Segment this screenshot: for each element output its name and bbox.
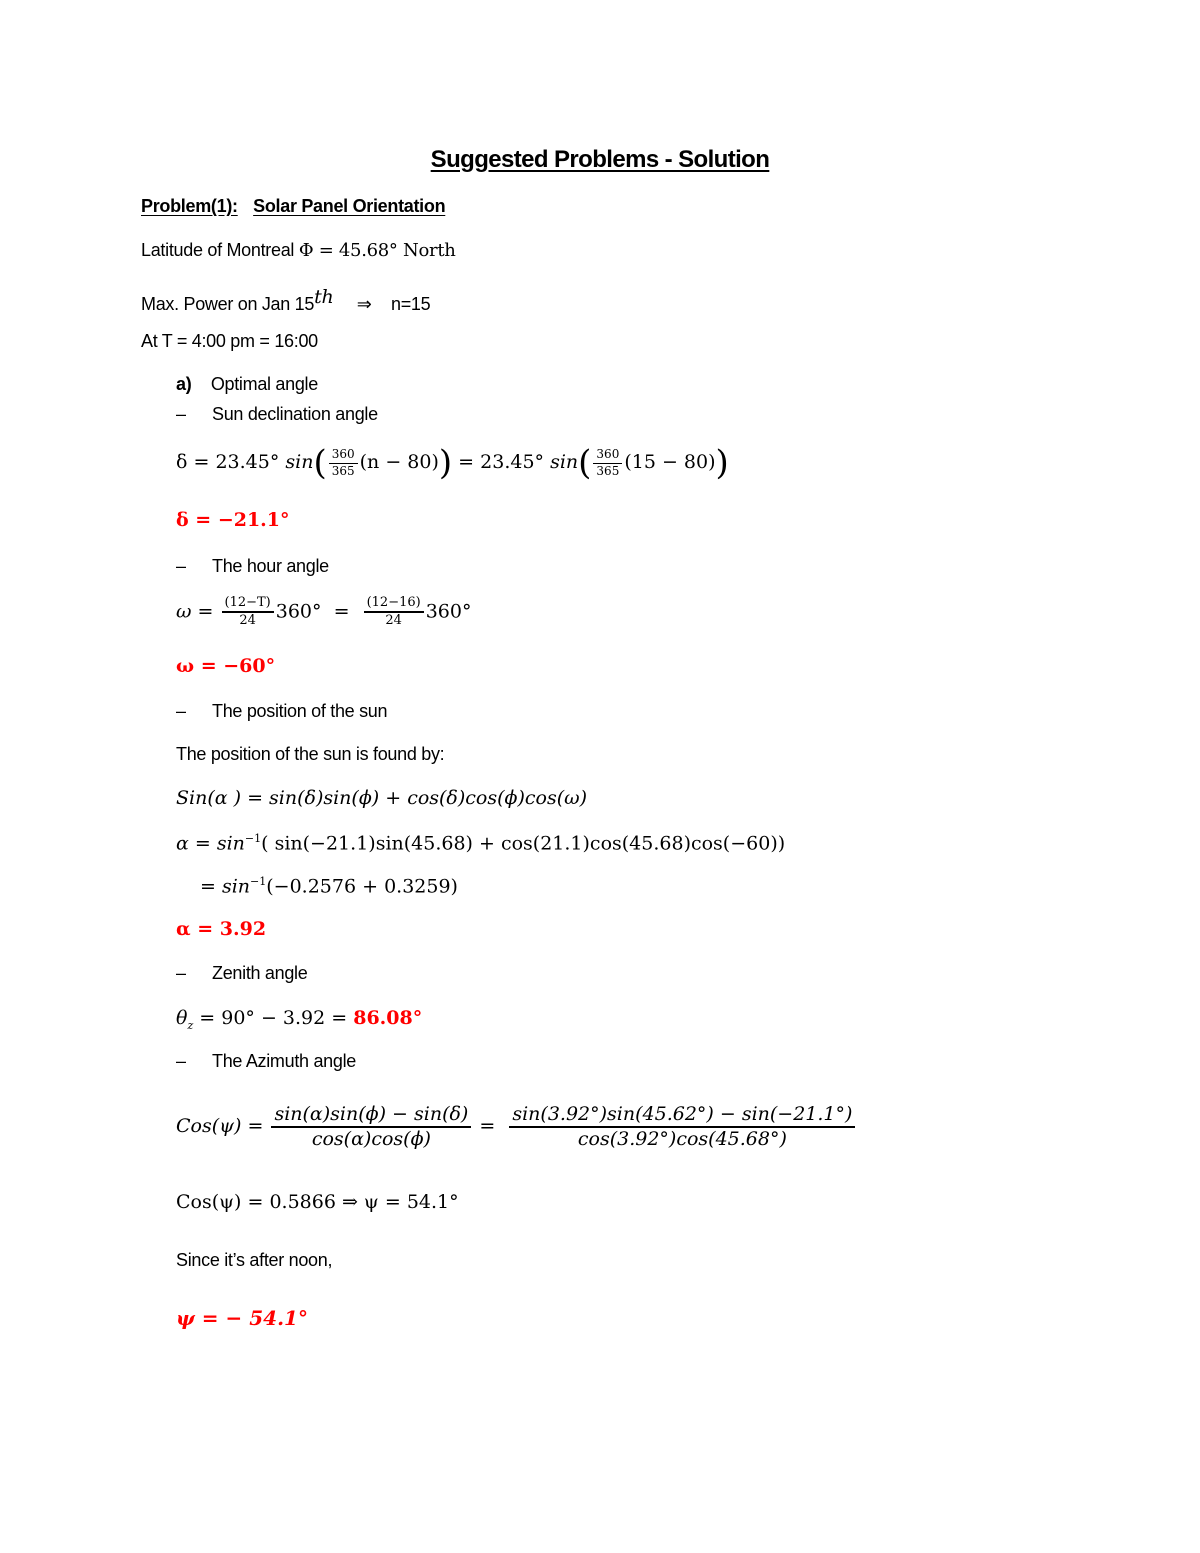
problem-heading — [141, 196, 445, 217]
frac-num: 360 — [329, 448, 358, 463]
hour-angle-equation — [176, 596, 471, 629]
problem-name: Solar Panel Orientation — [253, 196, 446, 216]
part-a-heading — [176, 374, 318, 395]
sun-position-intro: The position of the sun is found by: — [176, 744, 445, 764]
frac-den: 365 — [331, 463, 355, 478]
step2-rhs: (−0.2576 + 0.3259) — [266, 875, 458, 898]
step2-lhs: = sin — [200, 875, 251, 898]
azimuth-value: Cos(ψ) = 0.5866 ⇒ ψ = 54.1° — [176, 1191, 459, 1213]
step1-rhs: ( sin(−21.1)sin(45.68) + cos(21.1)cos(45.68)cos(−60)) — [261, 832, 786, 855]
declination-expr2: (15 − 80) — [624, 451, 716, 473]
ordinal-suffix: th — [314, 286, 334, 308]
bullet-dash: – — [176, 556, 186, 576]
latitude-line — [141, 240, 456, 261]
sin-fn: sin — [550, 451, 579, 473]
azimuth-lhs: Cos(ψ) = — [176, 1114, 270, 1137]
inverse-sup: −1 — [244, 832, 262, 845]
frac-num: (12−T) — [222, 596, 274, 613]
part-a-marker: a) — [176, 374, 192, 394]
hour-angle-result: ω = −60° — [176, 655, 276, 677]
altitude-result: α = 3.92 — [176, 918, 267, 940]
zenith-heading-text: Zenith angle — [212, 963, 308, 983]
hour-angle-heading-text: The hour angle — [212, 556, 329, 576]
degrees-360: 360° — [275, 600, 322, 623]
bullet-dash: – — [176, 701, 186, 721]
zenith-result: 86.08° — [353, 1007, 423, 1029]
frac-den: 365 — [596, 463, 620, 478]
zenith-heading — [176, 963, 307, 984]
day-number: n=15 — [391, 294, 431, 314]
hour-angle-lhs: ω = — [176, 600, 220, 623]
frac-num: (12−16) — [364, 596, 424, 613]
time-line: At T = 4:00 pm = 16:00 — [141, 331, 318, 351]
implies-arrow: ⇒ — [356, 294, 372, 314]
latitude-equation: Φ = 45.68° North — [298, 240, 456, 261]
frac-den: 24 — [239, 613, 256, 629]
bullet-dash: – — [176, 404, 186, 424]
azimuth-heading — [176, 1051, 356, 1072]
frac-den: cos(3.92°)cos(45.68°) — [577, 1127, 787, 1150]
part-a-label: Optimal angle — [210, 374, 318, 394]
hour-angle-heading — [176, 556, 329, 577]
declination-heading-text: Sun declination angle — [212, 404, 378, 424]
declination-expr1: (n − 80) — [359, 451, 439, 473]
z-subscript: z — [187, 1018, 194, 1032]
declination-equation: δ = 23.45° sin( $\frac{360}{365}$ (n − 80)) = 23.45° sin( $\frac{360}{365}$ (15 − 80)) — [176, 443, 729, 483]
max-power-text: Max. Power on Jan 15 — [141, 294, 315, 314]
azimuth-equation — [176, 1104, 857, 1150]
sin-fn: sin — [285, 451, 314, 473]
sun-position-heading-text: The position of the sun — [212, 701, 388, 721]
frac-num: 360 — [593, 448, 622, 463]
inverse-sup: −1 — [250, 875, 267, 888]
declination-lhs: δ = 23.45° — [176, 451, 286, 473]
declination-mid: = 23.45° — [452, 451, 551, 473]
declination-heading — [176, 404, 378, 425]
bullet-dash: – — [176, 1051, 186, 1071]
page-title: Suggested Problems - Solution — [430, 146, 770, 173]
bullet-dash: – — [176, 963, 186, 983]
frac-den: 24 — [385, 613, 402, 629]
step1-lhs: α = sin — [176, 832, 245, 855]
max-power-line — [141, 286, 430, 315]
degrees-360: 360° — [425, 600, 472, 623]
problem-label: Problem(1): — [141, 196, 238, 216]
altitude-formula: Sin(α ) = sin(δ)sin(ϕ) + cos(δ)cos(ϕ)cos(ω) — [176, 787, 588, 809]
frac-den: cos(α)cos(ϕ) — [311, 1127, 431, 1150]
declination-result: δ = −21.1° — [176, 509, 290, 531]
equals: = — [473, 1114, 502, 1137]
zenith-expr: = 90° − 3.92 = — [193, 1007, 354, 1029]
azimuth-heading-text: The Azimuth angle — [212, 1051, 356, 1071]
equals: = — [321, 600, 362, 623]
latitude-text: Latitude of Montreal — [141, 240, 295, 260]
sun-position-heading — [176, 701, 387, 722]
afternoon-note: Since it’s after noon, — [176, 1250, 333, 1270]
zenith-equation — [176, 1007, 422, 1032]
azimuth-result: ψ = − 54.1° — [176, 1306, 308, 1330]
altitude-step1 — [176, 832, 785, 854]
frac-num: sin(α)sin(ϕ) − sin(δ) — [271, 1104, 471, 1128]
altitude-step2 — [200, 875, 458, 897]
frac-num: sin(3.92°)sin(45.62°) − sin(−21.1°) — [509, 1104, 855, 1128]
theta: θ — [176, 1007, 188, 1029]
